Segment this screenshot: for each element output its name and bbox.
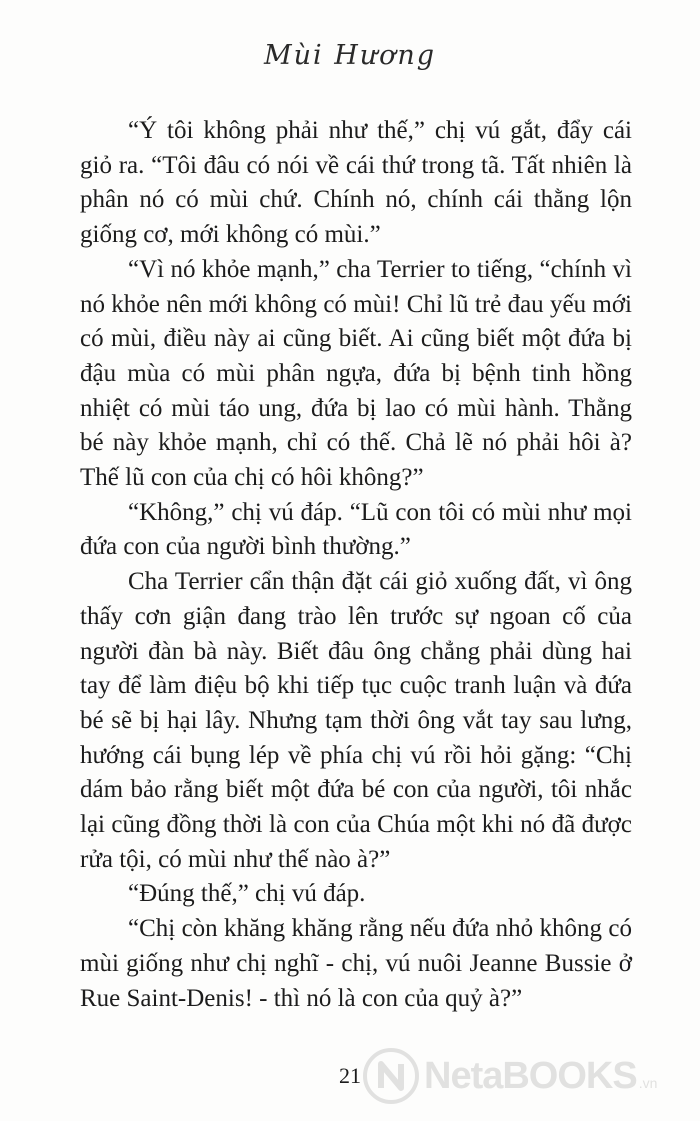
watermark-suffix: .vn <box>638 1075 658 1091</box>
paragraph: “Đúng thế,” chị vú đáp. <box>128 880 366 908</box>
paragraph: “Chị còn khăng khăng rằng nếu đứa nhỏ không có mùi giống như chị nghĩ - chị, vú nuôi Jeanne Bussie ở Rue Saint-Denis! - thì nó là con của quỷ à?” <box>80 915 632 1012</box>
paragraph: Cha Terrier cẩn thận đặt cái giỏ xuống đất, vì ông thấy cơn giận đang trào lên trước sự ngoan cố của người đàn bà này. Biết đâu ông chẳng phải dùng hai tay để làm điệu bộ khi tiếp tục cuộc tranh luận và đứa bé sẽ bị hại lây. Nhưng tạm thời ông vắt tay sau lưng, hướng cái bụng lép về phía chị vú rồi hỏi gặng: “Chị dám bảo rằng biết một đứa bé con của người, tôi nhắc lại cũng đồng thời là con của Chúa một khi nó đã được rửa tội, có mùi như thế nào à?” <box>80 568 632 873</box>
netabooks-logo-icon <box>362 1047 420 1105</box>
paragraph: “Vì nó khỏe mạnh,” cha Terrier to tiếng, “chính vì nó khỏe nên mới không có mùi! Chỉ lũ trẻ đau yếu mới có mùi, điều này ai cũng biết. Ai cũng biết một đứa bị đậu mùa có mùi phân ngựa, đứa bị bệnh tinh hồng nhiệt có mùi táo ung, đứa bị lao có mùi hành. Thằng bé này khỏe mạnh, chỉ có thế. Chả lẽ nó phải hôi à? Thế lũ con của chị có hôi không?” <box>80 255 632 492</box>
running-title: Mùi Hương <box>263 40 437 71</box>
page-number: 21 <box>339 1063 361 1088</box>
paragraph: “Ý tôi không phải như thế,” chị vú gắt, đẩy cái giỏ ra. “Tôi đâu có nói về cái thứ trong tã. Tất nhiên là phân nó có mùi chứ. Chính nó, chính cái thằng lộn giống cơ, mới không có mùi.” <box>80 117 632 249</box>
paragraph: “Không,” chị vú đáp. “Lũ con tôi có mùi như mọi đứa con của người bình thường.” <box>80 498 632 561</box>
body-text <box>80 114 632 1016</box>
watermark <box>362 1046 692 1106</box>
watermark-brand: NetaBOOKS <box>424 1054 637 1097</box>
